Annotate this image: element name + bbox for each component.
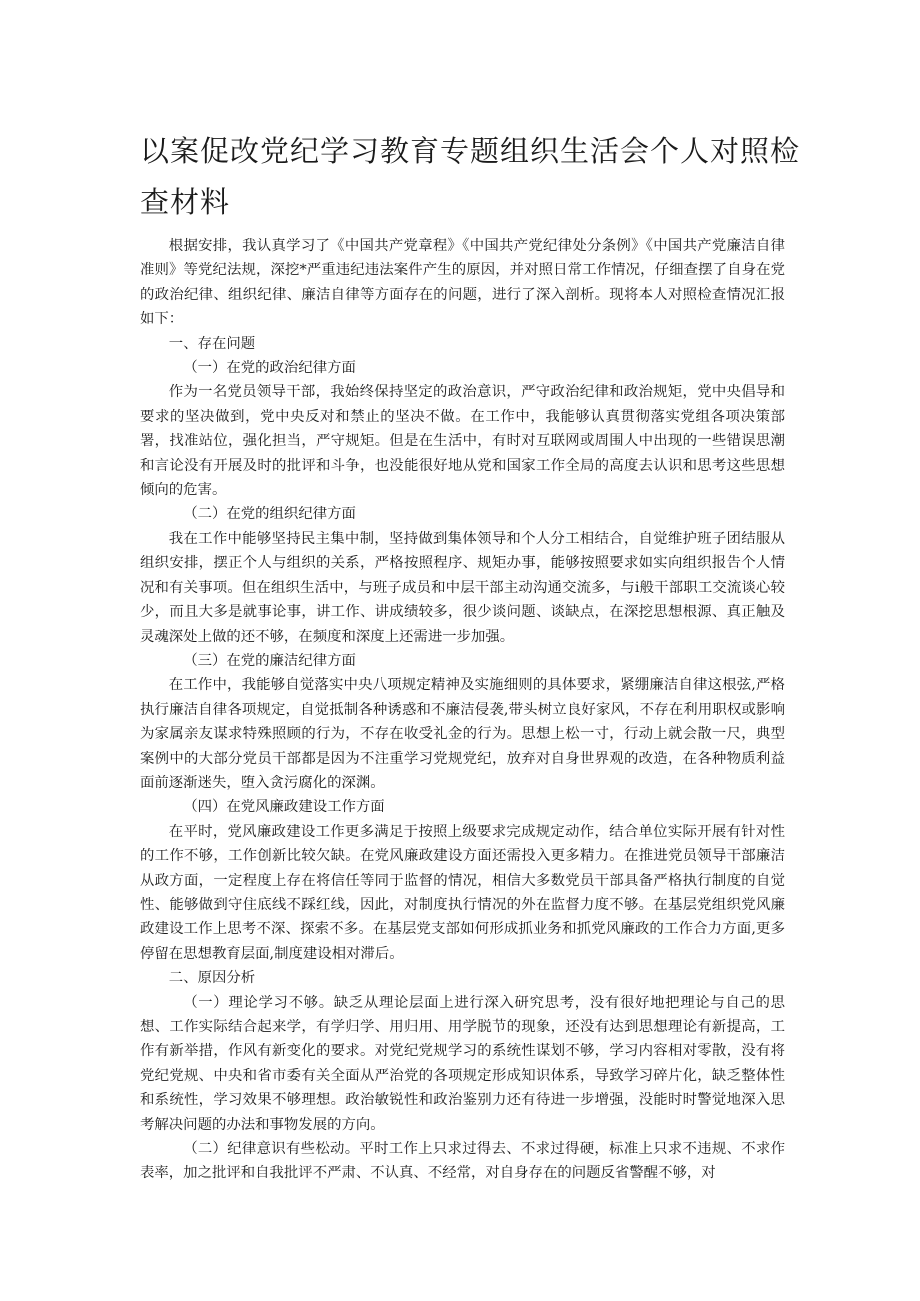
subsection-heading-clean-governance: （四）在党风廉政建设工作方面 xyxy=(183,799,385,816)
subsection-heading-organizational: （二）在党的组织纪律方面 xyxy=(183,506,356,523)
paragraph-political: 作为一名党员领导干部，我始终保持坚定的政治意识，严守政治纪律和政治规矩，党中央倡导和要求的坚决做到，党中央反对和禁止的坚决不做。在工作中，我能够认真贯彻落实党组各项决策部署，找准站位，强化担当，严守规矩。但是在生活中，有时对互联网或周围人中出现的一些错误思潮和言论没有开展及时的批评和斗争，也没能很好地从党和国家工作全局的高度去认识和思考这些思想倾向的危害。 xyxy=(140,384,785,499)
paragraph-clean-governance: 在平时，党风廉政建设工作更多满足于按照上级要求完成规定动作，结合单位实际开展有针对性的工作不够，工作创新比较欠缺。在党风廉政建设方面还需投入更多精力。在推进党员领导干部廉洁从政方面，一定程度上存在将信任等同于监督的情况，相信大多数党员干部具备严格执行制度的自觉性、能够做到守住底线不踩红线，因此，对制度执行情况的外在监督力度不够。在基层党组织党风廉政建设工作上思考不深、探索不多。在基层党支部如何形成抓业务和抓党风廉政的工作合力方面,更多停留在思想教育层面,制度建设相对滞后。 xyxy=(140,823,785,962)
paragraph-organizational: 我在工作中能够坚持民主集中制，坚持做到集体领导和个人分工相结合，自觉维护班子团结服从组织安排，摆正个人与组织的关系，严格按照程序、规矩办事，能够按照要求如实向组织报告个人情况和有关事项。但在组织生活中，与班子成员和中层干部主动沟通交流多，与i般干部职工交流谈心较少，而且大多是就事论事，讲工作、讲成绩较多，很少谈问题、谈缺点，在深挖思想根源、真正触及灵魂深处上做的还不够，在频度和深度上还需进一步加强。 xyxy=(140,530,785,645)
paragraph-integrity: 在工作中，我能够自觉落实中央八项规定精神及实施细则的具体要求，紧绷廉洁自律这根弦,严格执行廉洁自律各项规定，自觉抵制各种诱惑和不廉洁侵袭,带头树立良好家风，不存在利用职权或影响为家属亲友谋求特殊照顾的行为，不存在收受礼金的行为。思想上松一寸，行动上就会散一尺，典型案例中的大部分党员干部都是因为不注重学习党规党纪，放弃对自身世界观的改造，在各种物质利益面前逐渐迷失，堕入贪污腐化的深渊。 xyxy=(140,677,785,791)
subsection-heading-political: （一）在党的政治纪律方面 xyxy=(183,360,356,377)
document-title: 以案促改党纪学习教育专题组织生活会个人对照检查材料 xyxy=(140,134,801,219)
paragraph-cause-discipline: （二）纪律意识有些松动。平时工作上只求过得去、不求过得硬，标准上只求不违规、不求作表率，加之批评和自我批评不严肃、不认真、不经常，对自身存在的问题反省警醒不够，对 xyxy=(140,1141,785,1182)
subsection-heading-integrity: （三）在党的廉洁纪律方面 xyxy=(183,652,356,669)
section-heading-problems: 一、存在问题 xyxy=(168,335,256,352)
paragraph-cause-theory: （一）理论学习不够。缺乏从理论层面上进行深入研究思考，没有很好地把理论与自己的思想、工作实际结合起来学，有学归学、用归用、用学脱节的现象，还没有达到思想理论有新提高，工作有新举措，作风有新变化的要求。对党纪党规学习的系统性谋划不够，学习内容相对零散，没有将党纪党规、中央和省市委有关全面从严治党的各项规定形成知识体系，导致学习碎片化，缺乏整体性和系统性，学习效果不够理想。政治敏锐性和政治鉴别力还有待进一步增强，没能时时警觉地深入思考解决问题的办法和事物发展的方向。 xyxy=(140,994,785,1133)
intro-paragraph: 根据安排，我认真学习了《中国共产党章程》《中国共产党纪律处分条例》《中国共产党廉洁自律准则》等党纪法规，深挖*严重违纪违法案件产生的原因，并对照日常工作情况，仔细查摆了自身在党的政治纪律、组织纪律、廉洁自律等方面存在的问题，进行了深入剖析。现将本人对照检查情况汇报如下： xyxy=(140,238,785,328)
section-heading-causes: 二、原因分析 xyxy=(168,970,256,987)
document-body xyxy=(140,234,785,1186)
